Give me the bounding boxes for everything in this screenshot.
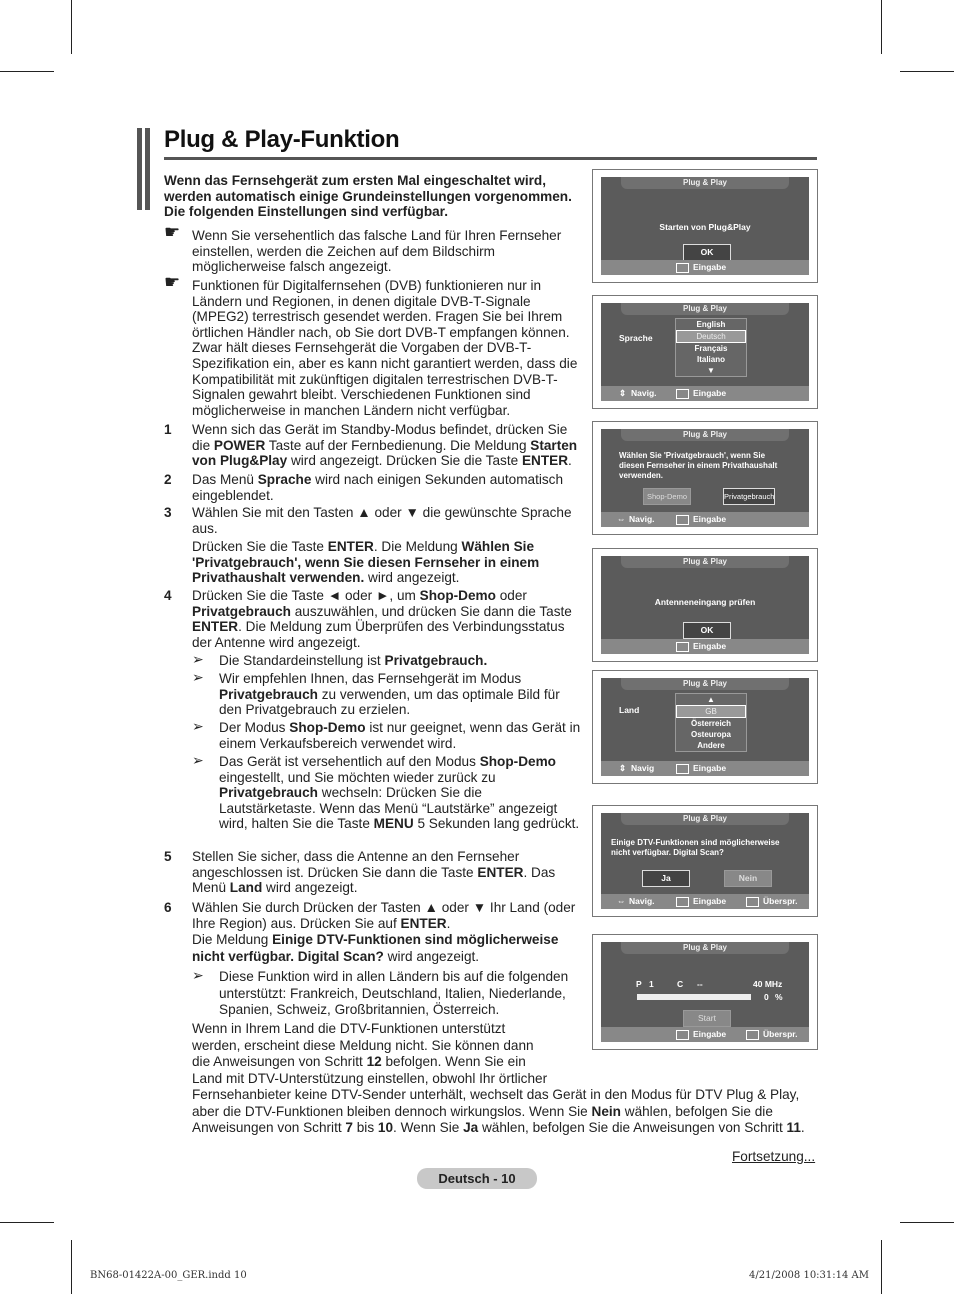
page-number-badge: Deutsch - 10	[417, 1168, 537, 1189]
step-text: Stellen Sie sicher, dass die Antenne an den Fernseher angeschlossen ist. Drücken Sie dann die Taste ENTER. Das Menü Land wird angezeigt.	[192, 849, 556, 896]
footer-enter: Eingabe	[693, 388, 727, 398]
sub-text: Die Standardeinstellung ist Privatgebrauch.	[219, 653, 488, 668]
screen-footer	[601, 512, 809, 527]
footer-enter: Eingabe	[693, 641, 727, 651]
screen-header: Plug & Play	[621, 177, 789, 189]
step-5	[164, 849, 584, 896]
note-1	[164, 222, 582, 275]
crop-mark	[0, 1222, 54, 1223]
sub-text: Wir empfehlen Ihnen, das Fernsehgerät im Modus Privatgebrauch zu verwenden, um das optimale Bild für den Privatgebrauch zu erzielen.	[219, 671, 560, 718]
footer-navig: Navig.	[629, 896, 655, 906]
sub-text: Diese Funktion wird in allen Ländern bis auf die folgenden unterstützt: Frankreich, Deutschland, Italien, Niederlande, Spanien, Schweiz, Großbritannien, Österreich.	[219, 969, 569, 1017]
crop-mark	[900, 71, 954, 72]
step-6	[164, 900, 584, 965]
step-4-sub-2	[192, 671, 582, 718]
screen-footer	[601, 761, 809, 776]
country-label: Land	[619, 705, 640, 715]
program-number: 1	[649, 979, 654, 989]
step-number: 6	[164, 900, 172, 915]
footer-enter: Eingabe	[693, 1029, 727, 1039]
footer-skip: Überspr.	[763, 1029, 798, 1039]
step-6-sub	[192, 969, 582, 1019]
crop-mark	[71, 0, 72, 54]
country-option-selected[interactable]: GB	[676, 705, 746, 718]
arrow-icon: ➢	[192, 718, 204, 734]
sub-text: Der Modus Shop-Demo ist nur geeignet, wenn das Gerät in einem Verkaufsbereich verwendet wird.	[219, 720, 581, 751]
tv-screen-language	[592, 295, 818, 409]
footer-navig: Navig	[631, 763, 655, 773]
continued-link: Fortsetzung...	[732, 1149, 816, 1164]
enter-icon	[676, 642, 689, 652]
updown-icon: ⇕	[619, 388, 627, 398]
progress-unit: %	[775, 992, 783, 1002]
step-number: 4	[164, 588, 172, 603]
step-4	[164, 588, 584, 650]
arrow-icon: ➢	[192, 669, 204, 685]
print-slug-date: 4/21/2008 10:31:14 AM	[749, 1270, 870, 1281]
screen-header: Plug & Play	[621, 556, 789, 568]
print-slug-file: BN68-01422A-00_GER.indd 10	[90, 1270, 247, 1281]
title-accent-bar	[137, 128, 142, 210]
language-option[interactable]: Français	[694, 344, 728, 353]
step-4-sub-3	[192, 720, 582, 751]
progress-bar	[637, 994, 751, 1000]
arrow-icon: ➢	[192, 752, 204, 768]
step-4-sub-1	[192, 653, 582, 669]
tv-screen-digital-scan	[592, 805, 818, 917]
step-text: Wählen Sie mit den Tasten ▲ oder ▼ die gewünschte Sprache aus.	[192, 505, 572, 536]
privat-button[interactable]: Privatgebrauch	[723, 488, 775, 505]
screen-footer	[601, 386, 809, 401]
tv-screen-country	[592, 670, 818, 784]
note-2	[164, 272, 582, 418]
step-4-sub-4	[192, 754, 582, 832]
crop-mark	[0, 71, 54, 72]
note-text: Funktionen für Digitalfernsehen (DVB) funktionieren nur in Ländern und Regionen, in denen digitale DVB-T-Signale (MPEG2) terrestrisch gesendet werden. Fragen Sie bei Ihrem örtlichen Händler nach, ob Sie dort DVB-T empfangen können. Zwar hält dieses Fernsehgerät die Vorgaben der DVB-T-Spezifikation ein, aber es kann nicht garantiert werden, dass die Kompatibilität mit zukünftigen digitalen terrestrischen DVB-T-Signalen gewahrt bleibt. Verschiedenen Funktionen sind möglicherweise in manchen Ländern nicht verfügbar.	[192, 278, 578, 418]
title-accent-bar	[145, 128, 150, 210]
title-rule	[164, 157, 817, 160]
yes-button[interactable]: Ja	[642, 870, 690, 887]
step-text: Wählen Sie durch Drücken der Tasten ▲ oder ▼ Ihr Land (oder Ihre Region) aus. Drücken Sie auf ENTER. Die Meldung Einige DTV-Funktionen sind möglicherweise nicht verfügbar. Digital Scan? wird angezeigt.	[192, 900, 576, 964]
language-label: Sprache	[619, 333, 653, 343]
screen-footer	[601, 260, 809, 275]
screen-header: Plug & Play	[621, 303, 789, 315]
country-option[interactable]: Osteuropa	[690, 730, 731, 739]
country-option[interactable]: Andere	[697, 741, 725, 750]
screen-footer	[601, 1027, 809, 1042]
enter-icon	[676, 515, 689, 525]
progress-value: 0	[764, 992, 769, 1002]
frequency: 40 MHz	[753, 979, 783, 989]
enter-icon	[676, 764, 689, 774]
footer-enter: Eingabe	[693, 763, 727, 773]
screen-header: Plug & Play	[621, 813, 789, 825]
enter-icon	[676, 389, 689, 399]
ok-button[interactable]: OK	[683, 244, 731, 261]
screen-footer	[601, 894, 809, 909]
pointing-hand-icon: ☛	[164, 272, 181, 292]
crop-mark	[881, 1240, 882, 1294]
screen-footer	[601, 639, 809, 654]
footer-enter: Eingabe	[693, 896, 727, 906]
scroll-down-icon[interactable]: ▼	[707, 366, 715, 375]
enter-icon	[676, 897, 689, 907]
step-6-tail: Wenn in Ihrem Land die DTV-Funktionen unterstützt werden, erscheint diese Meldung nicht. Sie können dann die Anweisungen von Schritt 12 befolgen. Wenn Sie ein Land mit DTV-Unterstützung einstellen, obwohl Ihr örtlicher Fernsehanbieter keine DTV-Sender unterhält, wechselt das Gerät in den Modus für DTV Plug & Play, aber die DTV-Funktionen bleiben dennoch wirkungslos. Wenn Sie Nein wählen, befolgen Sie die Anweisungen von Schritt 7 bis 10. Wenn Sie Ja wählen, befolgen Sie die Anweisungen von Schritt 11.	[192, 1021, 805, 1135]
skip-icon	[746, 897, 759, 907]
tv-screen-antenna	[592, 548, 818, 662]
enter-icon	[676, 1030, 689, 1040]
step-2	[164, 472, 584, 503]
step-1	[164, 422, 584, 469]
channel-label: C	[677, 979, 684, 989]
no-button[interactable]: Nein	[724, 870, 772, 887]
arrow-icon: ➢	[192, 967, 204, 983]
step-number: 1	[164, 422, 172, 437]
country-list[interactable]	[675, 693, 747, 752]
step-text: Wenn sich das Gerät im Standby-Modus befindet, drücken Sie die POWER Taste auf der Fernbedienung. Die Meldung Starten von Plug&Play wird angezeigt. Drücken Sie die Taste ENTER.	[192, 422, 578, 469]
tv-screen-start	[592, 169, 818, 283]
screen-message: Einige DTV-Funktionen sind möglicherweise nicht verfügbar. Digital Scan?	[611, 838, 780, 857]
enter-icon	[676, 263, 689, 273]
step-3	[164, 505, 584, 536]
intro-text: Wenn das Fernsehgerät zum ersten Mal eingeschaltet wird, werden automatisch einige Grundeinstellungen vorgenommen. Die folgenden Einstellungen sind verfügbar.	[164, 173, 572, 220]
screen-message: Starten von Plug&Play	[659, 222, 751, 232]
step-number: 5	[164, 849, 172, 864]
arrow-icon: ➢	[192, 651, 204, 667]
crop-mark	[900, 1222, 954, 1223]
country-option[interactable]: Österreich	[690, 719, 732, 728]
step-text: Das Menü Sprache wird nach einigen Sekunden automatisch eingeblendet.	[192, 472, 564, 503]
crop-mark	[71, 1240, 72, 1294]
pointing-hand-icon: ☛	[164, 222, 181, 242]
screen-header: Plug & Play	[621, 678, 789, 690]
language-list[interactable]	[675, 318, 747, 377]
crop-mark	[881, 0, 882, 54]
language-option[interactable]: Italiano	[696, 355, 725, 364]
shop-demo-button[interactable]: Shop-Demo	[643, 488, 691, 505]
leftright-icon: ⇔	[617, 514, 626, 524]
step-text: Drücken Sie die Taste ◄ oder ►, um Shop-Demo oder Privatgebrauch auszuwählen, und drücken Sie dann die Taste ENTER. Die Meldung zum Überprüfen des Verbindungsstatus der Antenne wird angezeigt.	[192, 588, 572, 650]
footer-skip: Überspr.	[763, 896, 798, 906]
screen-message: Antenneneingang prüfen	[654, 597, 756, 607]
screen-message: Wählen Sie 'Privatgebrauch', wenn Sie diesen Fernseher in einem Privathaushalt verwenden.	[619, 451, 778, 480]
channel-value: --	[697, 979, 703, 989]
screen-header: Plug & Play	[621, 429, 789, 441]
step-number: 3	[164, 505, 172, 520]
start-button[interactable]: Start	[683, 1010, 731, 1027]
footer-navig: Navig.	[629, 514, 655, 524]
scroll-up-icon[interactable]: ▲	[707, 695, 715, 704]
leftright-icon: ⇔	[617, 896, 626, 906]
skip-icon	[746, 1030, 759, 1040]
screen-header: Plug & Play	[621, 942, 789, 954]
step-3-continued: Drücken Sie die Taste ENTER. Die Meldung Wählen Sie 'Privatgebrauch', wenn Sie diesen Fernseher in einem Privathaushalt verwenden. wird angezeigt.	[192, 539, 540, 586]
language-option[interactable]: English	[696, 320, 726, 329]
footer-enter: Eingabe	[693, 262, 727, 272]
sub-text: Das Gerät ist versehentlich auf den Modus Shop-Demo eingestellt, und Sie möchten wieder zurück zu Privatgebrauch wechseln: Drücken Sie die Lautstärketaste. Wenn das Menü “Lautstärke” angezeigt wird, halten Sie die Taste MENU 5 Sekunden lang gedrückt.	[219, 754, 580, 832]
language-option-selected[interactable]: Deutsch	[676, 330, 746, 343]
program-label: P	[636, 979, 642, 989]
updown-icon: ⇕	[619, 763, 627, 773]
tv-screen-scan-progress	[592, 934, 818, 1050]
ok-button[interactable]: OK	[683, 622, 731, 639]
footer-navig: Navig.	[631, 388, 657, 398]
page-title: Plug & Play-Funktion	[164, 126, 400, 153]
footer-enter: Eingabe	[693, 514, 727, 524]
tv-screen-mode	[592, 421, 818, 535]
step-number: 2	[164, 472, 172, 487]
note-text: Wenn Sie versehentlich das falsche Land für Ihren Fernseher einstellen, werden die Zeichen auf dem Bildschirm möglicherweise falsch angezeigt.	[192, 228, 562, 275]
